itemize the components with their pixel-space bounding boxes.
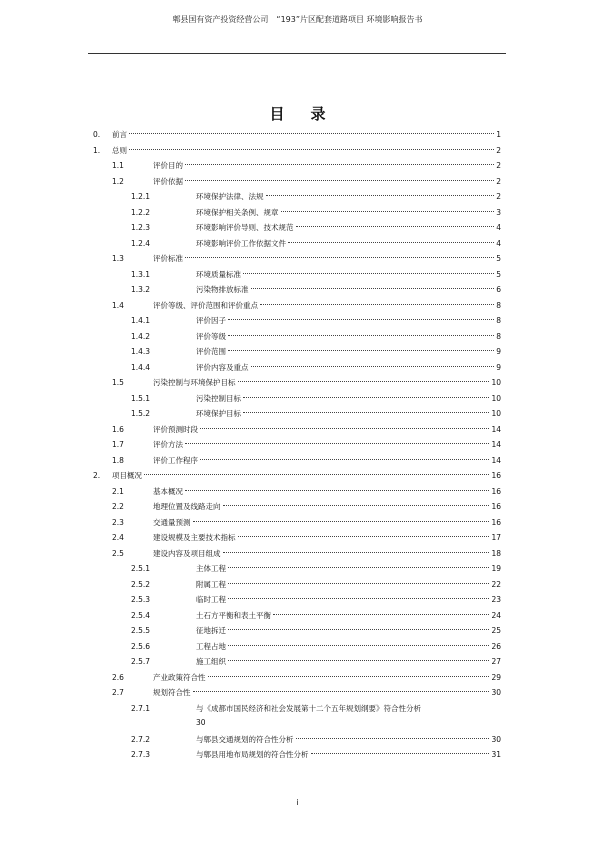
dot-leader xyxy=(243,273,494,274)
toc-entry-page: 16 xyxy=(491,471,501,480)
toc-entry-page: 30 xyxy=(491,688,501,697)
toc-entry[interactable] xyxy=(0,686,595,700)
toc-entry-number: 2.5.1 xyxy=(131,564,151,573)
dot-leader xyxy=(228,335,494,336)
toc-entry-page: 10 xyxy=(491,393,501,403)
toc-entry[interactable] xyxy=(0,609,595,623)
toc-entry-label: 污染控制与环境保护目标 xyxy=(153,378,236,387)
toc-entry-label: 评价标准 xyxy=(153,254,183,263)
toc-entry-label: 环境保护法律、法规 xyxy=(196,192,264,201)
toc-entry-page: 30 xyxy=(196,717,206,727)
toc-entry-number: 1.5.1 xyxy=(131,393,151,403)
toc-entry-page: 31 xyxy=(491,750,501,759)
dot-leader xyxy=(238,536,490,537)
dot-leader xyxy=(296,226,495,227)
toc-entry-page: 29 xyxy=(491,672,501,682)
toc-entry-label: 评价方法 xyxy=(153,440,183,449)
dot-leader xyxy=(200,459,489,460)
toc-entry[interactable] xyxy=(0,438,595,452)
toc-entry-number: 1. xyxy=(93,145,101,155)
toc-entry-label: 与《成都市国民经济和社会发展第十二个五年规划纲要》符合性分析 xyxy=(196,703,421,713)
page-header: 郫县国有资产投资经营公司 “193”片区配套道路项目 环境影响报告书 xyxy=(172,15,423,24)
toc-entry-page: 2 xyxy=(496,145,501,155)
dot-leader xyxy=(228,319,494,320)
toc-entry-number: 2.6 xyxy=(112,672,124,682)
toc-entry[interactable] xyxy=(0,407,595,421)
toc-entry-number: 2.4 xyxy=(112,533,124,542)
toc-entry-page: 10 xyxy=(491,409,501,418)
toc-entry-page: 8 xyxy=(496,300,501,310)
toc-entry-number: 1.4.3 xyxy=(131,347,151,356)
toc-entry-number: 2.5.3 xyxy=(131,595,151,604)
toc-entry[interactable] xyxy=(0,640,595,654)
dot-leader xyxy=(144,474,489,475)
toc-entry-label: 环境保护相关条例、规章 xyxy=(196,207,279,217)
toc-entry-number: 1.2.4 xyxy=(131,238,151,248)
toc-entry[interactable] xyxy=(0,562,595,576)
toc-entry[interactable] xyxy=(0,159,595,173)
toc-entry-label: 项目概况 xyxy=(112,471,142,480)
toc-entry[interactable] xyxy=(0,144,595,158)
toc-entry-number: 1.5.2 xyxy=(131,409,151,418)
toc-entry-page: 5 xyxy=(496,254,501,263)
toc-entry-label: 评价等级、评价范围和评价重点 xyxy=(153,300,258,310)
toc-entry[interactable] xyxy=(0,469,595,483)
toc-entry-page: 16 xyxy=(491,517,501,527)
toc-entry-number: 1.3 xyxy=(112,254,124,263)
toc-entry-label: 规划符合性 xyxy=(153,688,191,697)
toc-entry-label: 评价内容及重点 xyxy=(196,362,249,372)
toc-entry-number: 1.3.2 xyxy=(131,285,151,294)
toc-entry[interactable] xyxy=(0,671,595,685)
toc-entry-label: 临时工程 xyxy=(196,595,226,604)
toc-entry-page: 6 xyxy=(496,285,501,294)
toc-entry-number: 2.2 xyxy=(112,502,124,511)
toc-entry[interactable] xyxy=(0,392,595,406)
toc-entry-label: 评价工作程序 xyxy=(153,455,198,465)
toc-entry-label: 建设规模及主要技术指标 xyxy=(153,533,236,542)
toc-entry[interactable] xyxy=(0,655,595,669)
toc-entry-label: 环境保护目标 xyxy=(196,409,241,418)
toc-entry-page: 23 xyxy=(491,595,501,604)
toc-entry-page: 27 xyxy=(491,657,501,666)
toc-entry-number: 1.2.2 xyxy=(131,207,151,217)
toc-entry-number: 2.5.7 xyxy=(131,657,151,666)
toc-entry-number: 1.4.4 xyxy=(131,362,151,372)
dot-leader xyxy=(228,567,489,568)
toc-entry[interactable] xyxy=(0,268,595,282)
toc-entry-page: 9 xyxy=(496,362,501,372)
toc-entry[interactable] xyxy=(0,237,595,251)
toc-entry-page: 19 xyxy=(491,564,501,573)
toc-entry-label: 与郫县交通规划的符合性分析 xyxy=(196,734,294,744)
toc-entry[interactable] xyxy=(0,702,595,732)
toc-entry-label: 地理位置及线路走向 xyxy=(153,502,221,511)
toc-entry-label: 评价因子 xyxy=(196,316,226,325)
toc-entry-number: 1.1 xyxy=(112,161,124,170)
dot-leader xyxy=(185,257,494,258)
toc-entry[interactable] xyxy=(0,531,595,545)
toc-entry[interactable] xyxy=(0,748,595,762)
toc-entry-number: 2.3 xyxy=(112,517,124,527)
toc-entry-label: 评价依据 xyxy=(153,176,183,186)
dot-leader xyxy=(193,691,490,692)
dot-leader xyxy=(208,676,490,677)
toc-entry[interactable] xyxy=(0,330,595,344)
footer-page-number: i xyxy=(296,798,299,807)
toc-entry-page: 24 xyxy=(491,610,501,620)
toc-entry-label: 与郫县用地布局规划的符合性分析 xyxy=(196,750,309,759)
toc-entry-page: 2 xyxy=(496,176,501,186)
dot-leader xyxy=(185,443,489,444)
dot-leader xyxy=(185,490,489,491)
toc-entry-label: 评价等级 xyxy=(196,331,226,341)
toc-entry-number: 1.5 xyxy=(112,378,124,387)
toc-entry-page: 17 xyxy=(491,533,501,542)
toc-entry-label: 土石方平衡和表土平衡 xyxy=(196,610,271,620)
dot-leader xyxy=(243,397,489,398)
toc-entry-label: 污染控制目标 xyxy=(196,393,241,403)
toc-entry[interactable] xyxy=(0,128,595,142)
toc-entry-number: 1.8 xyxy=(112,455,124,465)
toc-entry-label: 主体工程 xyxy=(196,564,226,573)
toc-entry-page: 2 xyxy=(496,192,501,201)
toc-entry[interactable] xyxy=(0,423,595,437)
dot-leader xyxy=(281,211,495,212)
toc-entry-page: 8 xyxy=(496,331,501,341)
dot-leader xyxy=(228,629,489,630)
toc-entry-number: 2.7 xyxy=(112,688,124,697)
toc-entry-page: 18 xyxy=(491,548,501,558)
toc-entry[interactable] xyxy=(0,624,595,638)
dot-leader xyxy=(251,366,495,367)
toc-entry[interactable] xyxy=(0,485,595,499)
toc-entry-label: 总则 xyxy=(112,145,127,155)
dot-leader xyxy=(129,133,494,134)
toc-entry-page: 14 xyxy=(491,424,501,434)
toc-entry-page: 22 xyxy=(491,579,501,589)
toc-entry-page: 30 xyxy=(491,734,501,744)
toc-entry[interactable] xyxy=(0,283,595,297)
toc-entry-number: 1.2.1 xyxy=(131,192,151,201)
toc-entry-page: 4 xyxy=(496,238,501,248)
dot-leader xyxy=(228,660,489,661)
toc-entry[interactable] xyxy=(0,516,595,530)
toc-entry[interactable] xyxy=(0,206,595,220)
toc-entry-number: 0. xyxy=(93,130,101,139)
toc-entry-number: 2.7.3 xyxy=(131,750,151,759)
toc-entry-number: 2.7.1 xyxy=(131,703,151,713)
toc-entry[interactable] xyxy=(0,252,595,266)
toc-entry[interactable] xyxy=(0,547,595,561)
toc-entry-number: 1.4 xyxy=(112,300,124,310)
toc-entry-label: 评价预测时段 xyxy=(153,424,198,434)
toc-entry-label: 交通量预测 xyxy=(153,517,191,527)
toc-entry-number: 2.5.4 xyxy=(131,610,151,620)
toc-entry[interactable] xyxy=(0,578,595,592)
toc-entry-page: 3 xyxy=(496,207,501,217)
toc-entry-number: 2.5 xyxy=(112,548,124,558)
toc-entry-number: 2.5.2 xyxy=(131,579,151,589)
dot-leader xyxy=(200,428,489,429)
toc-entry-label: 征地拆迁 xyxy=(196,626,226,635)
dot-leader xyxy=(185,180,494,181)
dot-leader xyxy=(129,149,494,150)
header-rule xyxy=(88,53,506,54)
toc-entry-label: 施工组织 xyxy=(196,657,226,666)
toc-entry-page: 8 xyxy=(496,316,501,325)
toc-entry-page: 25 xyxy=(491,626,501,635)
toc-entry-label: 建设内容及项目组成 xyxy=(153,548,221,558)
dot-leader xyxy=(266,195,495,196)
toc-title: 目录 xyxy=(269,105,352,123)
toc-entry-label: 前言 xyxy=(112,130,127,139)
toc-entry-page: 26 xyxy=(491,641,501,651)
dot-leader xyxy=(223,505,490,506)
toc-entry-number: 1.2 xyxy=(112,176,124,186)
dot-leader xyxy=(228,598,489,599)
dot-leader xyxy=(243,412,489,413)
toc-entry[interactable] xyxy=(0,454,595,468)
toc-entry[interactable] xyxy=(0,733,595,747)
dot-leader xyxy=(185,164,494,165)
toc-entry-label: 环境影响评价导则、技术规范 xyxy=(196,223,294,232)
toc-entry-page: 1 xyxy=(496,130,501,139)
toc-entry-number: 1.2.3 xyxy=(131,223,151,232)
toc-entry-number: 1.3.1 xyxy=(131,269,151,279)
dot-leader xyxy=(193,521,490,522)
toc-entry-page: 14 xyxy=(491,455,501,465)
toc-entry[interactable] xyxy=(0,500,595,514)
toc-entry-page: 5 xyxy=(496,269,501,279)
dot-leader xyxy=(251,288,495,289)
toc-entry-number: 2.5.6 xyxy=(131,641,151,651)
toc-entry-label: 评价目的 xyxy=(153,161,183,170)
toc-entry-number: 2.1 xyxy=(112,486,124,496)
toc-entry[interactable] xyxy=(0,299,595,313)
toc-entry-label: 环境影响评价工作依据文件 xyxy=(196,238,286,248)
toc-entry[interactable] xyxy=(0,345,595,359)
dot-leader xyxy=(273,614,489,615)
dot-leader xyxy=(228,645,489,646)
dot-leader xyxy=(260,304,494,305)
toc-entry-label: 评价范围 xyxy=(196,347,226,356)
toc-entry-label: 工程占地 xyxy=(196,641,226,651)
dot-leader xyxy=(223,552,490,553)
toc-entry-number: 1.7 xyxy=(112,440,124,449)
dot-leader xyxy=(296,738,490,739)
toc-entry-label: 污染物排放标准 xyxy=(196,285,249,294)
toc-entry-label: 基本概况 xyxy=(153,486,183,496)
toc-entry-page: 2 xyxy=(496,161,501,170)
toc-entry-page: 10 xyxy=(491,378,501,387)
toc-entry[interactable] xyxy=(0,221,595,235)
toc-entry-number: 2. xyxy=(93,471,101,480)
dot-leader xyxy=(228,583,489,584)
toc-entry-label: 产业政策符合性 xyxy=(153,672,206,682)
toc-entry[interactable] xyxy=(0,190,595,204)
toc-entry-number: 2.5.5 xyxy=(131,626,151,635)
toc-entry-label: 环境质量标准 xyxy=(196,269,241,279)
dot-leader xyxy=(238,381,490,382)
toc-entry-number: 1.4.2 xyxy=(131,331,151,341)
toc-entry[interactable] xyxy=(0,175,595,189)
toc-entry-number: 2.7.2 xyxy=(131,734,151,744)
toc-entry[interactable] xyxy=(0,314,595,328)
toc-entry-number: 1.6 xyxy=(112,424,124,434)
toc-entry-page: 14 xyxy=(491,440,501,449)
toc-entry-label: 附属工程 xyxy=(196,579,226,589)
toc-entry[interactable] xyxy=(0,593,595,607)
toc-entry-page: 9 xyxy=(496,347,501,356)
toc-entry-page: 16 xyxy=(491,502,501,511)
toc-entry-number: 1.4.1 xyxy=(131,316,151,325)
toc-entry[interactable] xyxy=(0,361,595,375)
toc-entry-page: 16 xyxy=(491,486,501,496)
dot-leader xyxy=(228,350,494,351)
dot-leader xyxy=(311,753,490,754)
toc-entry-page: 4 xyxy=(496,223,501,232)
toc-entry[interactable] xyxy=(0,376,595,390)
dot-leader xyxy=(288,242,494,243)
